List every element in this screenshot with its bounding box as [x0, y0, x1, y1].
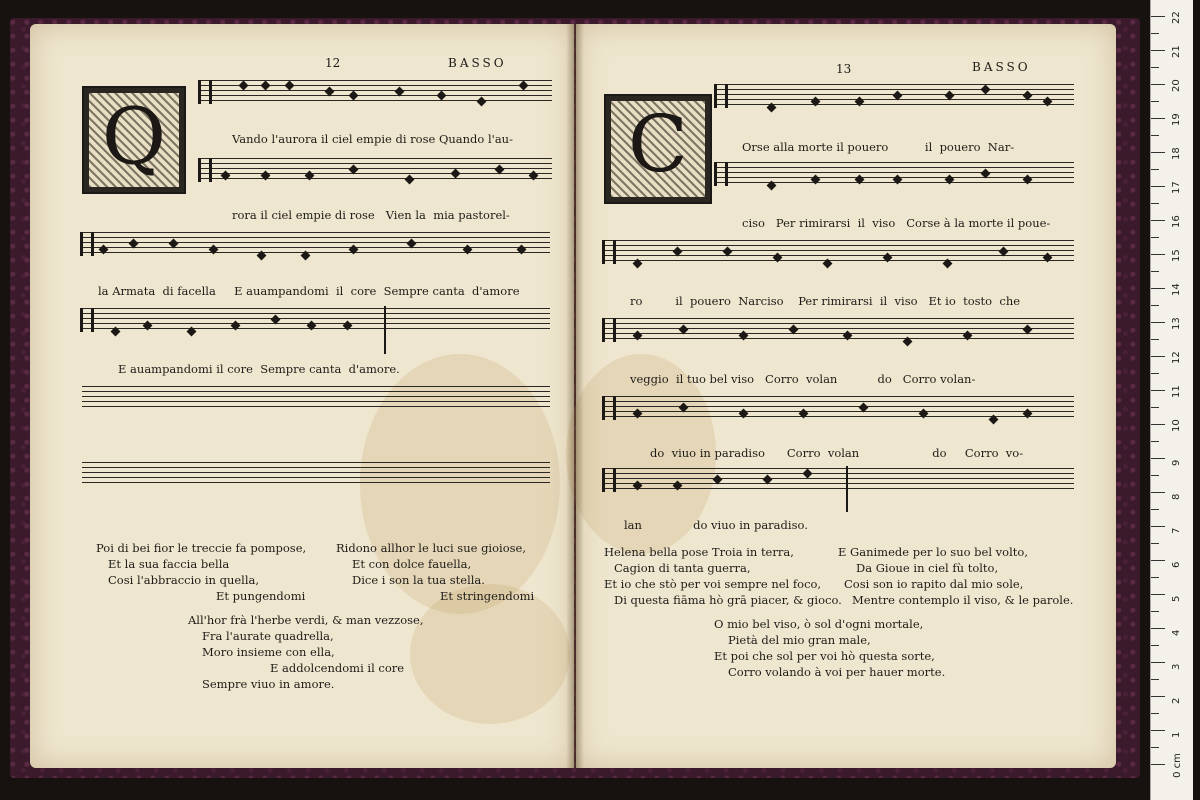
clef-icon — [714, 162, 728, 186]
clef-icon — [80, 308, 94, 332]
ruler-tick — [1151, 186, 1165, 187]
empty-staff — [82, 386, 550, 410]
poem-line: Et la sua faccia bella — [108, 557, 230, 571]
page-number-right: 13 — [836, 62, 852, 76]
music-staff — [604, 468, 1074, 492]
poem-line: All'hor frà l'herbe verdi, & man vezzose, — [188, 613, 424, 627]
decorated-initial-right — [604, 94, 712, 204]
ruler-tick — [1151, 220, 1165, 221]
ruler-label: 14 — [1171, 283, 1182, 296]
ruler-tick — [1151, 509, 1159, 510]
poem-line: Mentre contemplo il viso, & le parole. — [852, 593, 1074, 607]
ruler-tick — [1151, 84, 1165, 85]
clef-icon — [198, 80, 212, 104]
ruler-tick — [1151, 543, 1159, 544]
ruler-tick — [1151, 475, 1159, 476]
poem-line: Et stringendomi — [440, 589, 535, 603]
poem-line: Helena bella pose Troia in terra, — [604, 545, 794, 559]
poem-column-right — [336, 540, 534, 604]
lyric-line: ro il pouero Narciso Per rimirarsi il viso Et io tosto che — [630, 294, 1021, 308]
page-header-left: BASSO — [448, 56, 507, 70]
ruler-tick — [1151, 390, 1165, 391]
ruler-tick — [1151, 118, 1165, 119]
decorated-initial-left — [82, 86, 186, 194]
ruler-tick — [1151, 407, 1159, 408]
poem-line: Et poi che sol per voi hò questa sorte, — [714, 649, 935, 663]
poem-stanza — [188, 612, 424, 692]
poem-line: Corro volando à voi per hauer morte. — [728, 665, 946, 679]
poem-line: Cosi son io rapito dal mio sole, — [844, 577, 1024, 591]
ruler-tick — [1151, 373, 1159, 374]
lyric-line: lan do viuo in paradiso. — [624, 518, 808, 532]
ruler-tick — [1151, 169, 1159, 170]
ruler-tick — [1151, 50, 1165, 51]
lyric-line: ciso Per rimirarsi il viso Corse à la morte il poue- — [742, 216, 1051, 230]
ruler-label: 15 — [1171, 249, 1182, 262]
initial-letter: Q — [102, 92, 166, 182]
ruler-tick — [1151, 611, 1159, 612]
lyric-line: E auampandomi il core Sempre canta d'amore. — [118, 362, 400, 376]
ruler-label: 19 — [1171, 113, 1182, 126]
ruler-label: 18 — [1171, 147, 1182, 160]
lyric-line: la Armata di facella E auampandomi il core Sempre canta d'amore — [98, 284, 520, 298]
ruler-label: 5 — [1171, 595, 1182, 602]
ruler-tick — [1151, 254, 1165, 255]
ruler-label: 3 — [1171, 663, 1182, 670]
poem-column-right — [838, 544, 1073, 608]
ruler-label: 16 — [1171, 215, 1182, 228]
clef-icon — [602, 468, 616, 492]
ruler-label: 17 — [1171, 181, 1182, 194]
ruler-label: 13 — [1171, 317, 1182, 330]
ruler-tick — [1151, 645, 1159, 646]
ruler-label: 4 — [1171, 629, 1182, 636]
music-staff — [200, 80, 552, 104]
poem-line: Pietà del mio gran male, — [728, 633, 871, 647]
poem-line: Ridono allhor le luci sue gioiose, — [336, 541, 526, 555]
ruler-tick — [1151, 730, 1165, 731]
poem-line: Et io che stò per voi sempre nel foco, — [604, 577, 822, 591]
initial-letter: C — [628, 100, 688, 190]
ruler-label: 6 — [1171, 561, 1182, 568]
lyric-line: veggio il tuo bel viso Corro volan do Corro volan- — [630, 372, 976, 386]
clef-icon — [602, 396, 616, 420]
ruler-tick — [1151, 16, 1165, 17]
clef-icon — [602, 240, 616, 264]
book-gutter — [566, 24, 584, 768]
poem-line: Da Gioue in ciel fù tolto, — [856, 561, 999, 575]
music-staff — [82, 232, 550, 256]
lyric-line: rora il ciel empie di rose Vien la mia pastorel- — [232, 208, 510, 222]
music-staff — [604, 318, 1074, 342]
ruler-label: 12 — [1171, 351, 1182, 364]
poem-stanza — [714, 616, 945, 680]
music-staff — [716, 162, 1074, 186]
final-barline — [384, 306, 386, 354]
ruler-tick — [1151, 526, 1165, 527]
ruler-tick — [1151, 628, 1165, 629]
page-number-left: 12 — [325, 56, 341, 70]
lyric-line: Orse alla morte il pouero il pouero Nar- — [742, 140, 1015, 154]
lyric-line: Vando l'aurora il ciel empie di rose Quando l'au- — [232, 132, 513, 146]
poem-line: Et pungendomi — [216, 589, 306, 603]
poem-line: Fra l'aurate quadrella, — [202, 629, 334, 643]
music-staff — [604, 396, 1074, 420]
ruler-tick — [1151, 67, 1159, 68]
ruler-label: 2 — [1171, 697, 1182, 704]
lyric-line: do viuo in paradiso Corro volan do Corro vo- — [650, 446, 1024, 460]
ruler-tick — [1151, 203, 1159, 204]
ruler-tick — [1151, 441, 1159, 442]
ruler-tick — [1151, 679, 1159, 680]
ruler-tick — [1151, 747, 1159, 748]
empty-staff — [82, 462, 550, 486]
clef-icon — [198, 158, 212, 182]
ruler-label: 7 — [1171, 527, 1182, 534]
poem-column-left — [604, 544, 842, 608]
poem-line: Et con dolce fauella, — [352, 557, 472, 571]
music-staff — [200, 158, 552, 182]
music-staff — [716, 84, 1074, 108]
ruler-tick — [1151, 492, 1165, 493]
poem-line: O mio bel viso, ò sol d'ogni mortale, — [714, 617, 924, 631]
ruler-tick — [1151, 458, 1165, 459]
music-staff — [604, 240, 1074, 264]
ruler-tick — [1151, 152, 1165, 153]
ruler-tick — [1151, 271, 1159, 272]
poem-line: Cagion di tanta guerra, — [614, 561, 751, 575]
poem-line: Moro insieme con ella, — [202, 645, 335, 659]
poem-line: Sempre viuo in amore. — [202, 677, 335, 691]
ruler-label: 10 — [1171, 419, 1182, 432]
ruler-tick — [1151, 356, 1165, 357]
ruler-tick — [1151, 713, 1159, 714]
ruler-tick — [1151, 764, 1165, 765]
ruler-tick — [1151, 135, 1159, 136]
ruler-tick — [1151, 424, 1165, 425]
poem-line: E Ganimede per lo suo bel volto, — [838, 545, 1028, 559]
ruler-tick — [1151, 322, 1165, 323]
measurement-ruler — [1150, 0, 1193, 800]
ruler-tick — [1151, 662, 1165, 663]
ruler-tick — [1151, 696, 1165, 697]
ruler-label: 1 — [1171, 731, 1182, 738]
ruler-label: 22 — [1171, 11, 1182, 24]
final-barline — [846, 466, 848, 512]
clef-icon — [602, 318, 616, 342]
ruler-tick — [1151, 560, 1165, 561]
water-stain — [410, 584, 570, 724]
poem-line: Cosi l'abbraccio in quella, — [108, 573, 260, 587]
ruler-label: 9 — [1171, 459, 1182, 466]
ruler-tick — [1151, 237, 1159, 238]
page-header-right: BASSO — [972, 60, 1031, 74]
ruler-tick — [1151, 101, 1159, 102]
ruler-label: 21 — [1171, 45, 1182, 58]
clef-icon — [714, 84, 728, 108]
poem-line: Di questa fiāma hò grā piacer, & gioco. — [614, 593, 842, 607]
ruler-tick — [1151, 577, 1159, 578]
ruler-label: 11 — [1171, 385, 1182, 398]
poem-line: E addolcendomi il core — [270, 661, 405, 675]
poem-column-left — [96, 540, 306, 604]
ruler-tick — [1151, 288, 1165, 289]
ruler-tick — [1151, 33, 1159, 34]
ruler-unit-label: 0 cm — [1171, 753, 1183, 778]
ruler-label: 20 — [1171, 79, 1182, 92]
music-staff — [82, 308, 550, 332]
ruler-label: 8 — [1171, 493, 1182, 500]
ruler-tick — [1151, 594, 1165, 595]
ruler-tick — [1151, 339, 1159, 340]
poem-line: Poi di bei fior le treccie fa pompose, — [96, 541, 307, 555]
clef-icon — [80, 232, 94, 256]
ruler-tick — [1151, 305, 1159, 306]
poem-line: Dice i son la tua stella. — [352, 573, 485, 587]
